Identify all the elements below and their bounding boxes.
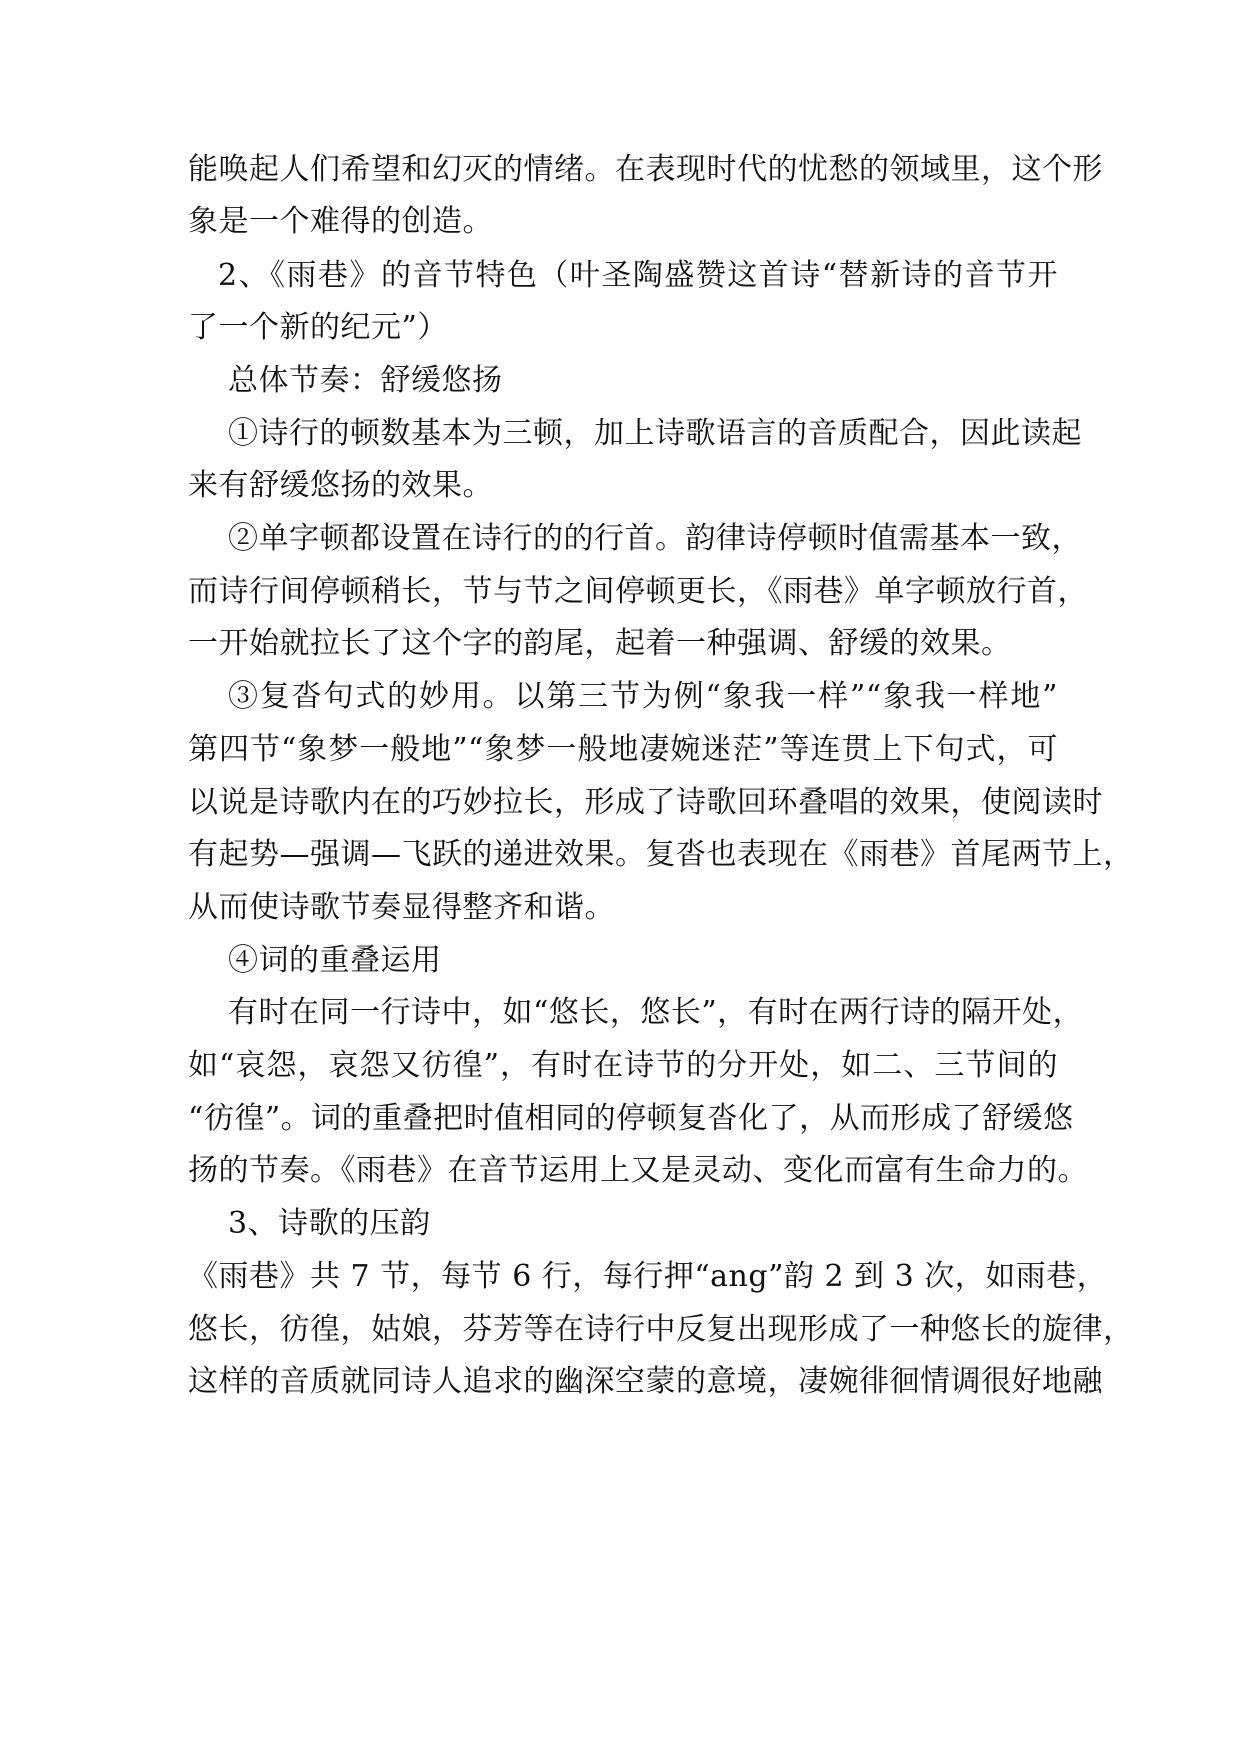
text-line: 第四节“象梦一般地”“象梦一般地凄婉迷茫”等连贯上下句式，可	[188, 732, 1058, 767]
text-line: ①诗行的顿数基本为三顿，加上诗歌语言的音质配合，因此读起	[228, 416, 1082, 451]
text-line: 能唤起人们希望和幻灭的情绪。在表现时代的忧愁的领域里，这个形	[188, 152, 1103, 187]
text-line: 有起势—强调—飞跃的递进效果。复沓也表现在《雨巷》首尾两节上，	[188, 837, 1134, 872]
text-line: 3、诗歌的压韵	[228, 1206, 431, 1241]
text-line: 从而使诗歌节奏显得整齐和谐。	[188, 890, 615, 925]
text-line: 悠长，彷徨，姑娘，芬芳等在诗行中反复出现形成了一种悠长的旋律，	[188, 1312, 1134, 1347]
text-line: 总体节奏：舒缓悠扬	[228, 363, 503, 398]
text-line: 扬的节奏。《雨巷》在音节运用上又是灵动、变化而富有生命力的。	[188, 1153, 1088, 1188]
text-line: 象是一个难得的创造。	[188, 204, 493, 239]
text-line: 一开始就拉长了这个字的韵尾，起着一种强调、舒缓的效果。	[188, 626, 1012, 661]
text-line: 来有舒缓悠扬的效果。	[188, 468, 493, 503]
text-line: ④词的重叠运用	[228, 943, 442, 978]
text-line: ②单字顿都设置在诗行的的行首。韵律诗停顿时值需基本一致，	[228, 521, 1082, 556]
text-line: 如“哀怨，哀怨又彷徨”，有时在诗节的分开处，如二、三节间的	[188, 1048, 1058, 1083]
text-line: 了一个新的纪元”）	[188, 310, 448, 345]
text-line: 这样的音质就同诗人追求的幽深空蒙的意境，凄婉徘徊情调很好地融	[188, 1364, 1103, 1399]
text-line: 而诗行间停顿稍长，节与节之间停顿更长，《雨巷》单字顿放行首，	[188, 574, 1088, 609]
text-line: 2、《雨巷》的音节特色（叶圣陶盛赞这首诗“替新诗的音节开	[218, 258, 1058, 293]
text-line: ③复沓句式的妙用。以第三节为例“象我一样”“象我一样地”	[228, 679, 1058, 714]
text-line: “彷徨”。词的重叠把时值相同的停顿复沓化了，从而形成了舒缓悠	[188, 1101, 1074, 1136]
text-line: 《雨巷》共 7 节，每节 6 行，每行押“ang”韵 2 到 3 次，如雨巷，	[188, 1259, 1108, 1294]
text-line: 以说是诗歌内在的巧妙拉长，形成了诗歌回环叠唱的效果，使阅读时	[188, 785, 1103, 820]
text-line: 有时在同一行诗中，如“悠长，悠长”，有时在两行诗的隔开处，	[228, 995, 1084, 1030]
